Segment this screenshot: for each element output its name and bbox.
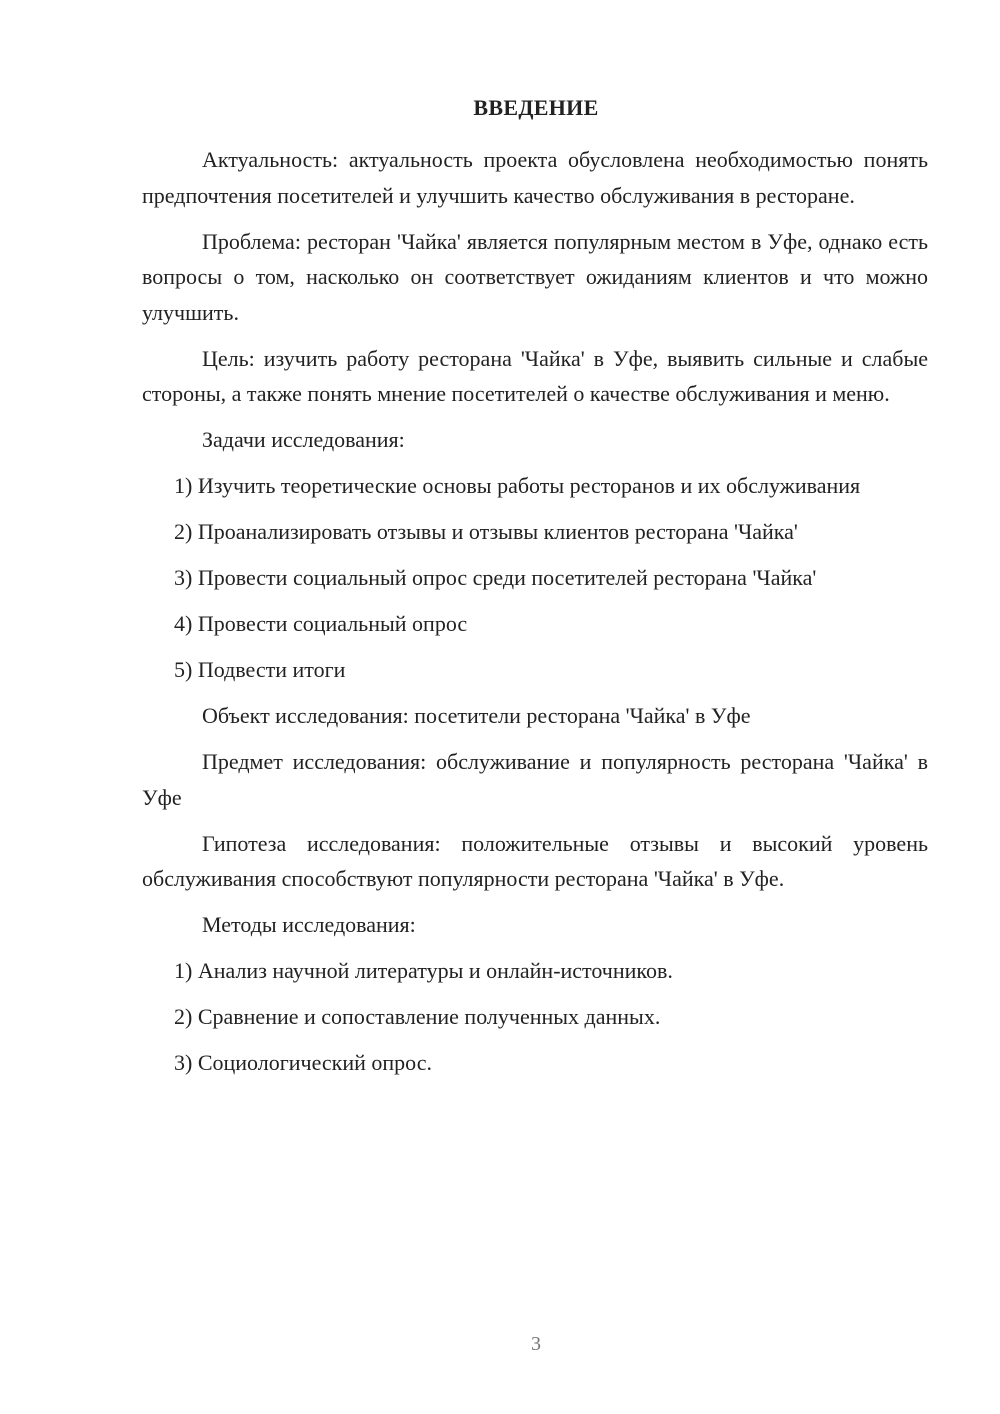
paragraph-hypothesis: Гипотеза исследования: положительные отзывы и высокий уровень обслуживания способствуют популярности ресторана 'Чайка' в Уфе.: [142, 830, 928, 891]
method-item: 3) Социологический опрос.: [174, 1050, 432, 1075]
page-number: 3: [531, 1333, 541, 1355]
paragraph-problem: Проблема: ресторан 'Чайка' является популярным местом в Уфе, однако есть вопросы о том, насколько он соответствует ожиданиям клиентов и что можно улучшить.: [142, 228, 928, 325]
paragraph-relevance: Актуальность: актуальность проекта обусловлена необходимостью понять предпочтения посетителей и улучшить качество обслуживания в ресторане.: [142, 147, 928, 208]
method-item: 1) Анализ научной литературы и онлайн-источников.: [174, 958, 673, 983]
tasks-heading: Задачи исследования:: [202, 427, 405, 452]
task-item: 3) Провести социальный опрос среди посетителей ресторана 'Чайка': [174, 565, 817, 590]
task-item: 5) Подвести итоги: [174, 657, 346, 682]
task-item: 2) Проанализировать отзывы и отзывы клиентов ресторана 'Чайка': [174, 519, 798, 544]
methods-heading: Методы исследования:: [202, 912, 416, 937]
task-item: 4) Провести социальный опрос: [174, 611, 468, 636]
paragraph-object: Объект исследования: посетители ресторана 'Чайка' в Уфе: [202, 703, 751, 728]
task-item: 1) Изучить теоретические основы работы ресторанов и их обслуживания: [174, 473, 861, 498]
document-body: [142, 142, 928, 1091]
paragraph-subject: Предмет исследования: обслуживание и популярность ресторана 'Чайка' в Уфе: [142, 749, 928, 810]
paragraph-goal: Цель: изучить работу ресторана 'Чайка' в Уфе, выявить сильные и слабые стороны, а также понять мнение посетителей о качестве обслуживания и меню.: [142, 345, 928, 406]
section-heading: ВВЕДЕНИЕ: [473, 95, 599, 120]
method-item: 2) Сравнение и сопоставление полученных данных.: [174, 1004, 661, 1029]
